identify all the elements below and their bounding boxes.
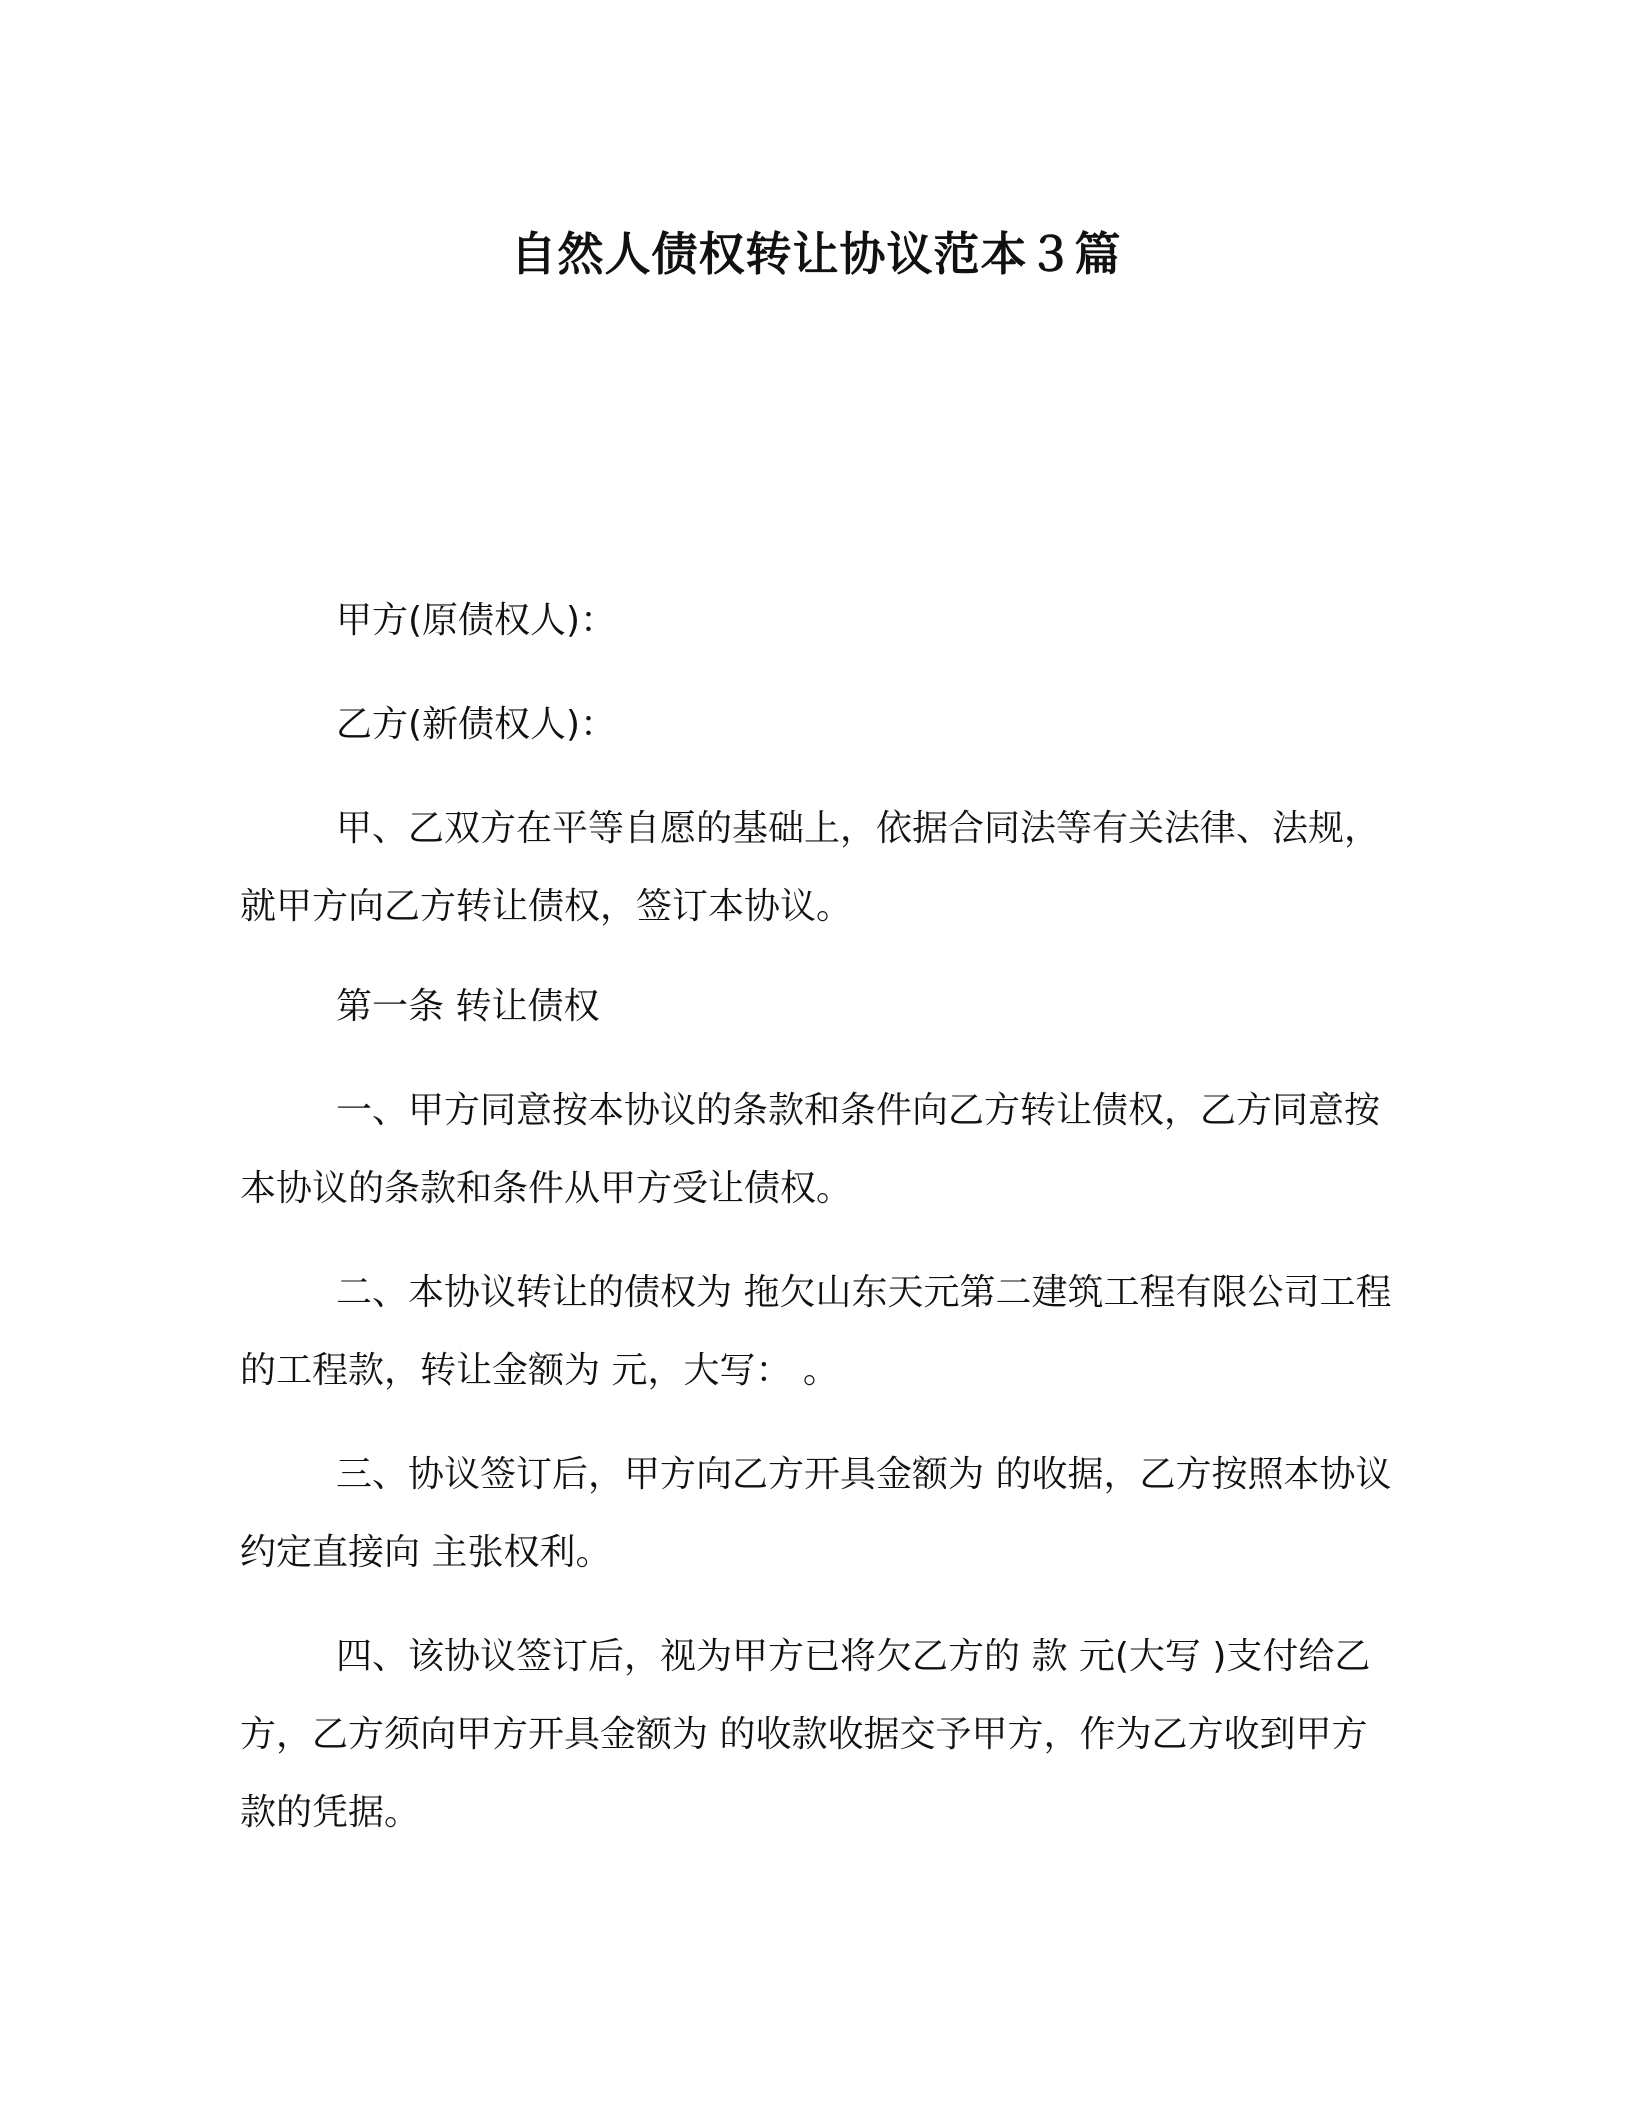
- document-title: 自然人债权转让协议范本３篇: [510, 227, 1122, 281]
- clause-4: 四、该协议签订后，视为甲方已将欠乙方的 款 元(大写 )支付给乙方，乙方须向甲方开具金额为 的收款收据交予甲方，作为乙方收到甲方 款的凭据。: [240, 1636, 1371, 1833]
- clause-3: 三、协议签订后，甲方向乙方开具金额为 的收据，乙方按照本协议约定直接向 主张权利。: [240, 1454, 1392, 1573]
- clause-2: 二、本协议转让的债权为 拖欠山东天元第二建筑工程有限公司工程的工程款，转让金额为 元，大写： 。: [240, 1272, 1392, 1391]
- party-b-line: 乙方(新债权人)：: [336, 704, 617, 745]
- intro-paragraph: 甲、乙双方在平等自愿的基础上，依据合同法等有关法律、法规，就甲方向乙方转让债权，签订本协议。: [240, 808, 1381, 927]
- clause-1: 一、甲方同意按本协议的条款和条件向乙方转让债权，乙方同意按本协议的条款和条件从甲方受让债权。: [240, 1090, 1381, 1209]
- article-1-heading: 第一条 转让债权: [336, 986, 600, 1027]
- party-a-line: 甲方(原债权人)：: [336, 600, 617, 641]
